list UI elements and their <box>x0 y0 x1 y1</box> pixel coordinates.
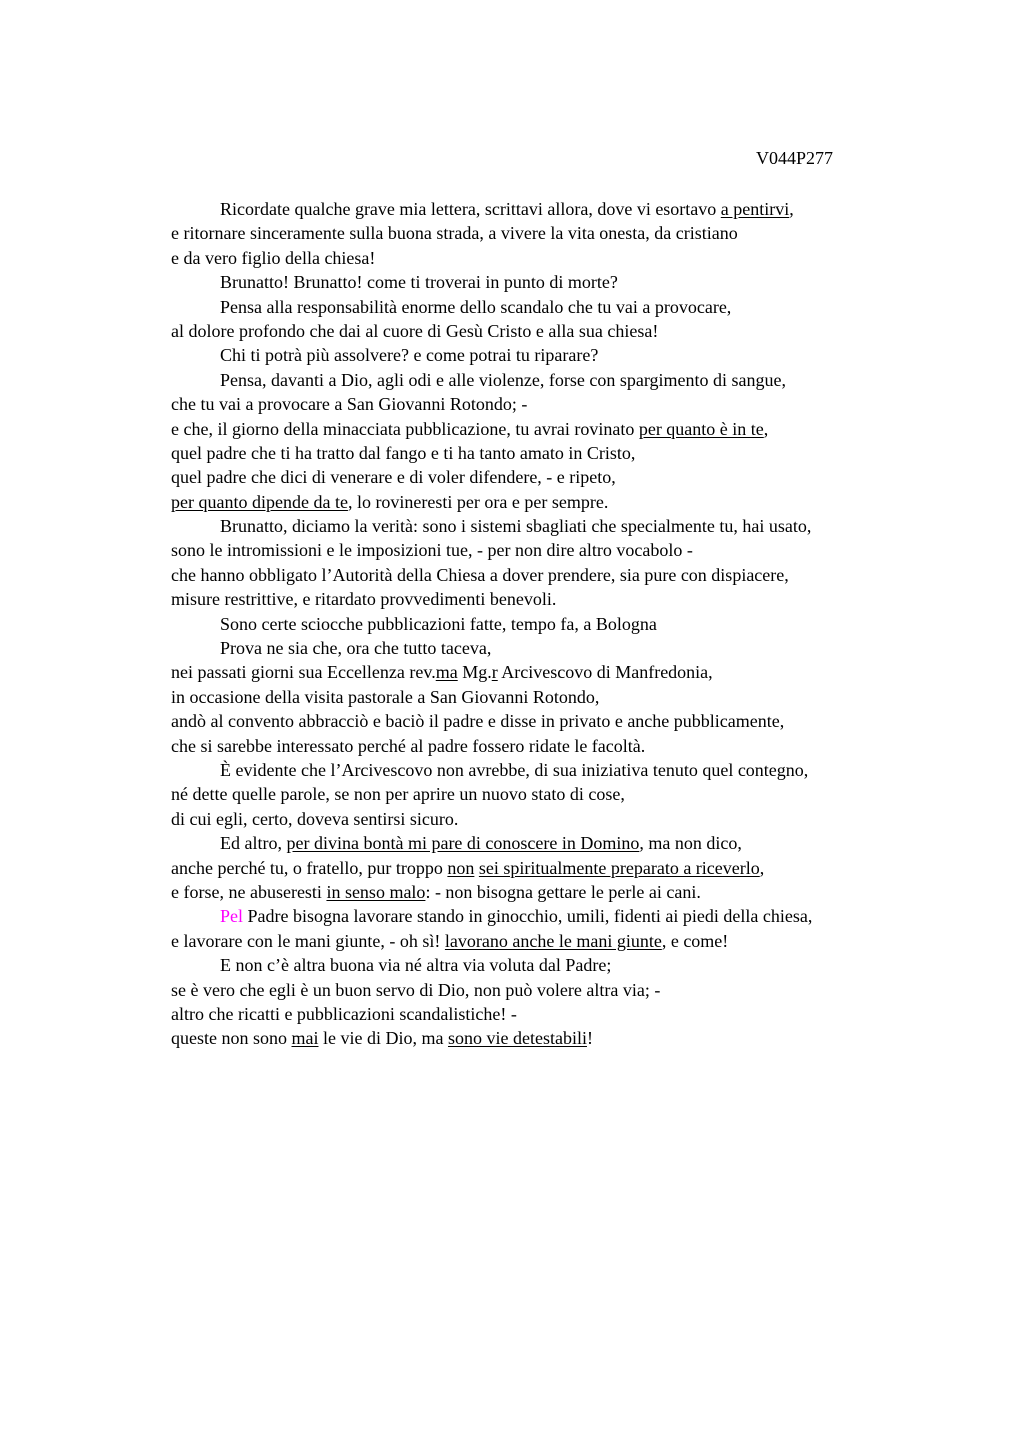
page-reference: V044P277 <box>756 148 834 168</box>
text-segment: E non c’è altra buona via né altra via voluta dal Padre; <box>220 955 612 976</box>
text-line <box>171 417 931 441</box>
text-segment: che hanno obbligato l’Autorità della Chiesa a dover prendere, sia pure con dispiacere, <box>171 564 789 585</box>
underlined-text: r <box>491 662 498 683</box>
text-line <box>171 929 931 953</box>
text-line <box>171 490 931 514</box>
text-segment: Chi ti potrà più assolvere? e come potrai tu riparare? <box>220 345 599 366</box>
text-line <box>171 660 931 684</box>
text-line <box>171 734 931 758</box>
underlined-text: mai <box>291 1028 319 1049</box>
text-line <box>171 221 931 245</box>
text-segment: Sono certe sciocche pubblicazioni fatte, tempo fa, a Bologna <box>220 613 657 634</box>
text-line <box>171 709 931 733</box>
text-segment: e da vero figlio della chiesa! <box>171 247 376 268</box>
text-line <box>171 319 931 343</box>
text-segment: ! <box>586 1028 593 1049</box>
text-line <box>171 612 931 636</box>
text-segment: Mg. <box>457 662 492 683</box>
text-segment: Pensa alla responsabilità enorme dello scandalo che tu vai a provocare, <box>220 296 732 317</box>
text-segment: in occasione della visita pastorale a San Giovanni Rotondo, <box>171 686 600 707</box>
text-line <box>171 953 931 977</box>
text-line <box>171 538 931 562</box>
text-segment: , <box>763 418 769 439</box>
text-line <box>171 856 931 880</box>
text-segment: , e come! <box>661 930 729 951</box>
text-segment: , <box>789 199 794 219</box>
text-segment: Arcivescovo di Manfredonia, <box>497 662 713 683</box>
text-segment: Padre bisogna lavorare stando in ginocchio, umili, fidenti ai piedi della chiesa, <box>243 906 813 927</box>
text-segment: che tu vai a provocare a San Giovanni Rotondo; - <box>171 394 528 415</box>
underlined-text: sei spiritualmente preparato a riceverlo <box>478 857 760 878</box>
text-segment: Prova ne sia che, ora che tutto taceva, <box>220 638 492 659</box>
text-segment: al dolore profondo che dai al cuore di Gesù Cristo e alla sua chiesa! <box>171 320 659 341</box>
text-line <box>171 343 931 367</box>
text-segment: È evidente che l’Arcivescovo non avrebbe, di sua iniziativa tenuto quel contegno, <box>220 759 809 780</box>
underlined-text: non <box>447 857 475 878</box>
text-segment: andò al convento abbracciò e baciò il padre e disse in privato e anche pubblicamente, <box>171 711 785 732</box>
text-segment: nei passati giorni sua Eccellenza rev. <box>171 662 436 683</box>
text-segment: , ma non dico, <box>639 833 742 854</box>
text-segment: misure restrittive, e ritardato provvedimenti benevoli. <box>171 589 557 610</box>
text-line <box>171 831 931 855</box>
text-segment: di cui egli, certo, doveva sentirsi sicuro. <box>171 808 459 829</box>
underlined-text: ma <box>435 662 458 683</box>
text-line <box>171 587 931 611</box>
text-line <box>171 392 931 416</box>
text-line <box>171 978 931 1002</box>
text-line <box>171 563 931 587</box>
text-segment: che si sarebbe interessato perché al padre fossero ridate le facoltà. <box>171 735 646 756</box>
text-segment: anche perché tu, o fratello, pur troppo <box>171 857 448 878</box>
text-segment: Brunatto, diciamo la verità: sono i sistemi sbagliati che specialmente tu, hai usato, <box>220 516 812 537</box>
text-segment: sono le intromissioni e le imposizioni tue, - per non dire altro vocabolo - <box>171 540 693 561</box>
text-line <box>171 270 931 294</box>
text-segment: altro che ricatti e pubblicazioni scandalistiche! - <box>171 1003 517 1024</box>
text-segment: e lavorare con le mani giunte, - oh sì! <box>171 930 445 951</box>
text-segment: , <box>759 857 765 878</box>
text-segment: Brunatto! Brunatto! come ti troverai in punto di morte? <box>220 272 618 293</box>
text-segment: quel padre che ti ha tratto dal fango e ti ha tanto amato in Cristo, <box>171 442 636 463</box>
text-segment: queste non sono <box>171 1028 292 1049</box>
text-line <box>171 197 931 221</box>
text-segment: e ritornare sinceramente sulla buona strada, a vivere la vita onesta, da cristiano <box>171 223 738 244</box>
highlighted-text: Pel <box>220 906 244 927</box>
text-line <box>171 514 931 538</box>
text-line <box>171 295 931 319</box>
underlined-text: lavorano anche le mani giunte <box>444 930 662 951</box>
underlined-text: sono vie detestabili <box>447 1028 587 1049</box>
text-line <box>171 880 931 904</box>
underlined-text: per quanto dipende da te <box>171 491 348 512</box>
text-segment: quel padre che dici di venerare e di voler difendere, - e ripeto, <box>171 467 616 488</box>
text-line <box>171 246 931 270</box>
text-segment: : - non bisogna gettare le perle ai cani. <box>425 881 701 902</box>
text-segment: e che, il giorno della minacciata pubblicazione, tu avrai rovinato <box>171 418 639 439</box>
text-line <box>171 441 931 465</box>
letter-body <box>171 197 931 1051</box>
text-segment: , lo rovineresti per ora e per sempre. <box>347 491 609 512</box>
underlined-text: in senso malo <box>326 881 426 902</box>
text-line <box>171 904 931 928</box>
text-segment: se è vero che egli è un buon servo di Dio, non può volere altra via; - <box>171 979 661 1000</box>
text-segment: le vie di Dio, ma <box>318 1028 448 1049</box>
text-line <box>171 758 931 782</box>
text-line <box>171 782 931 806</box>
text-line <box>171 368 931 392</box>
text-segment: né dette quelle parole, se non per aprire un nuovo stato di cose, <box>171 784 625 805</box>
text-segment: Ed altro, <box>220 833 287 854</box>
text-segment: Pensa, davanti a Dio, agli odi e alle violenze, forse con spargimento di sangue, <box>220 369 787 390</box>
text-line <box>171 1026 931 1050</box>
text-line <box>171 636 931 660</box>
text-line <box>171 807 931 831</box>
text-line <box>171 465 931 489</box>
text-segment: Ricordate qualche grave mia lettera, scrittavi allora, dove vi esortavo <box>220 199 721 219</box>
underlined-text: a pentirvi <box>720 199 790 219</box>
text-line <box>171 1002 931 1026</box>
text-line <box>171 685 931 709</box>
underlined-text: per divina bontà mi pare di conoscere in Domino <box>286 833 640 854</box>
underlined-text: per quanto è in te <box>638 418 764 439</box>
text-segment: e forse, ne abuseresti <box>171 881 327 902</box>
